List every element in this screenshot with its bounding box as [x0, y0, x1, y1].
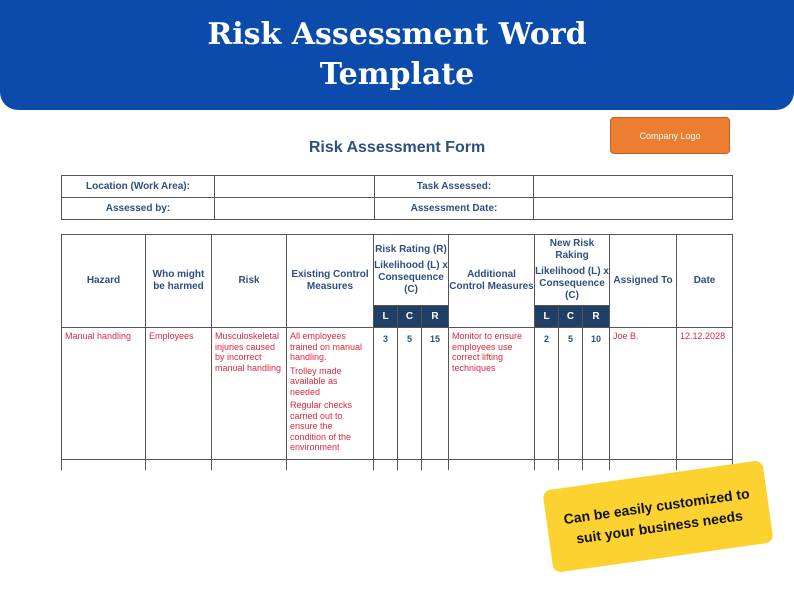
date-field[interactable]	[534, 198, 733, 220]
header-new-risk	[535, 235, 610, 306]
table-row	[62, 328, 733, 460]
info-row	[62, 176, 733, 198]
existing-item-2: Trolley made available as needed	[290, 365, 342, 397]
task-field[interactable]	[534, 176, 733, 198]
cell-who[interactable]: Employees	[146, 328, 212, 460]
empty-cell[interactable]	[212, 459, 287, 470]
empty-cell[interactable]	[62, 459, 146, 470]
empty-cell[interactable]	[559, 459, 583, 470]
new-risk-formula: Likelihood (L) x Consequence (C)	[535, 266, 609, 301]
form-title: Risk Assessment Form	[308, 139, 486, 156]
header-date: Date	[677, 235, 733, 328]
cell-assigned[interactable]: Joe B.	[610, 328, 677, 460]
risk-table	[61, 234, 733, 470]
risk-rating-formula: Likelihood (L) x Consequence (C)	[374, 260, 448, 295]
assessed-by-label: Assessed by:	[62, 198, 215, 220]
info-row	[62, 198, 733, 220]
info-table	[61, 175, 733, 220]
empty-cell[interactable]	[449, 459, 535, 470]
cell-new-c[interactable]: 5	[559, 328, 583, 460]
header-additional: Additional Control Measures	[449, 235, 535, 328]
cell-date[interactable]: 12.12.2028	[677, 328, 733, 460]
empty-cell[interactable]	[535, 459, 559, 470]
table-row-empty	[62, 459, 733, 470]
existing-item-1: All employees trained on manual handling.	[290, 331, 363, 362]
company-logo-placeholder: Company Logo	[610, 117, 730, 154]
empty-cell[interactable]	[398, 459, 422, 470]
header-existing: Existing Control Measures	[287, 235, 374, 328]
new-risk-label: New Risk Raking	[549, 238, 595, 261]
header-new-c: C	[559, 306, 583, 328]
banner-title-line1: Risk Assessment Word	[207, 17, 587, 52]
risk-rating-label: Risk Rating (R)	[375, 244, 447, 255]
header-new-r: R	[583, 306, 610, 328]
header-risk: Risk	[212, 235, 287, 328]
header-risk-rating	[374, 235, 449, 306]
empty-cell[interactable]	[422, 459, 449, 470]
cell-c[interactable]: 5	[398, 328, 422, 460]
location-field[interactable]	[215, 176, 375, 198]
date-label: Assessment Date:	[375, 198, 534, 220]
cell-new-l[interactable]: 2	[535, 328, 559, 460]
existing-item-3: Regular checks carried out to ensure the condition of the environment	[290, 400, 353, 452]
header-r: R	[422, 306, 449, 328]
header-l: L	[374, 306, 398, 328]
header-new-l: L	[535, 306, 559, 328]
cell-existing[interactable]	[287, 328, 374, 460]
cell-l[interactable]: 3	[374, 328, 398, 460]
location-label: Location (Work Area):	[62, 176, 215, 198]
empty-cell[interactable]	[374, 459, 398, 470]
header-assigned: Assigned To	[610, 235, 677, 328]
cell-r[interactable]: 15	[422, 328, 449, 460]
header-hazard: Hazard	[62, 235, 146, 328]
header-c: C	[398, 306, 422, 328]
cell-hazard[interactable]: Manual handling	[62, 328, 146, 460]
header-row	[62, 235, 733, 306]
assessed-by-field[interactable]	[215, 198, 375, 220]
banner-title	[0, 15, 794, 95]
title-banner	[0, 0, 794, 110]
cell-risk[interactable]: Musculoskeletal injuries caused by incorrect manual handling	[212, 328, 287, 460]
header-who: Who might be harmed	[146, 235, 212, 328]
task-label: Task Assessed:	[375, 176, 534, 198]
empty-cell[interactable]	[610, 459, 677, 470]
banner-title-line2: Template	[319, 57, 475, 92]
customize-sticker: Can be easily customized to suit your business needs	[542, 460, 773, 573]
cell-new-r[interactable]: 10	[583, 328, 610, 460]
empty-cell[interactable]	[583, 459, 610, 470]
empty-cell[interactable]	[287, 459, 374, 470]
cell-additional[interactable]: Monitor to ensure employees use correct lifting techniques	[449, 328, 535, 460]
empty-cell[interactable]	[146, 459, 212, 470]
